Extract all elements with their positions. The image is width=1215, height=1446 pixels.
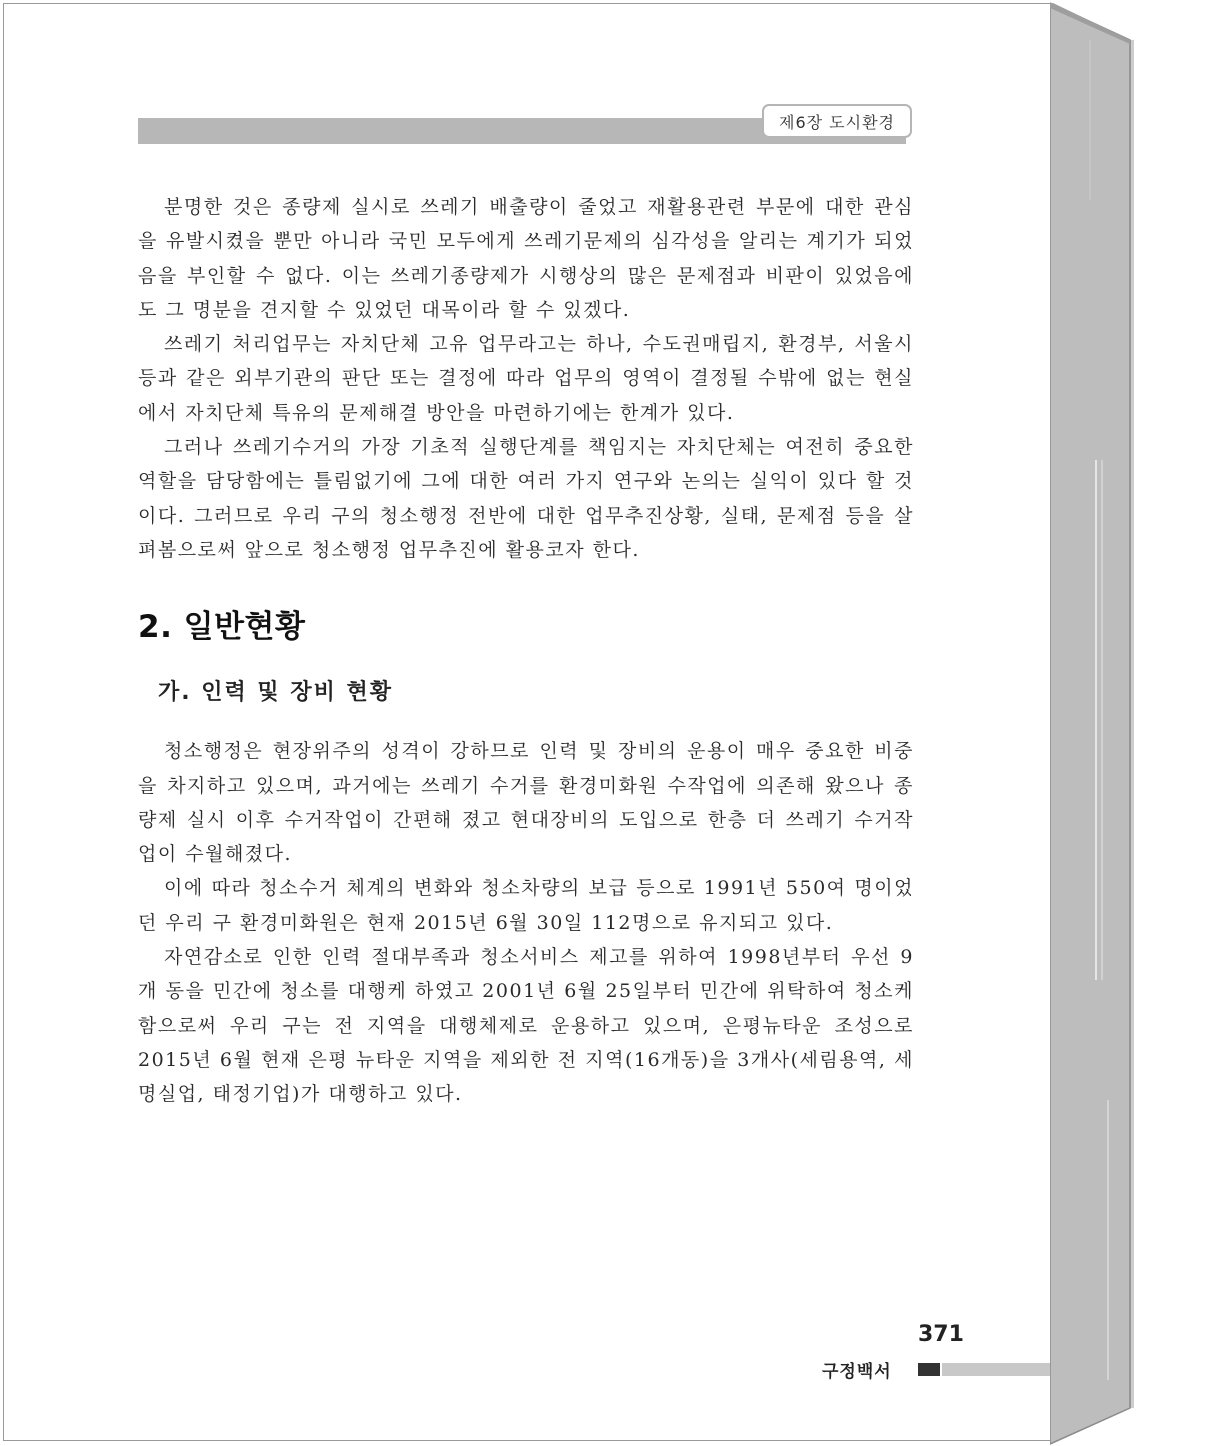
footer-bar-dark <box>918 1363 940 1376</box>
page-number: 371 <box>918 1322 964 1347</box>
paragraph: 그러나 쓰레기수거의 가장 기초적 실행단계를 책임지는 자치단체는 여전히 중요한 역할을 담당함에는 틀림없기에 그에 대한 여러 가지 연구와 논의는 실익이 있다 할 것이다. 그러므로 우리 구의 청소행정 전반에 대한 업무추진상황, 실태, 문제점 등을 살펴봄으로써 앞으로 청소행정 업무추진에 활용코자 한다. <box>138 436 914 561</box>
section-title: 2. 일반현황 <box>138 609 306 646</box>
paragraph: 자연감소로 인한 인력 절대부족과 청소서비스 제고를 위하여 1998년부터 우선 9개 동을 민간에 청소를 대행케 하였고 2001년 6월 25일부터 민간에 위탁하여 청소케 함으로써 우리 구는 전 지역을 대행체제로 운용하고 있으며, 은평뉴타운 조성으로 2015년 6월 현재 은평 뉴타운 지역을 제외한 전 지역(16개동)을 3개사(세림용역, 세명실업, 태정기업)가 대행하고 있다. <box>138 946 914 1106</box>
paragraph: 쓰레기 처리업무는 자치단체 고유 업무라고는 하나, 수도권매립지, 환경부, 서울시 등과 같은 외부기관의 판단 또는 결정에 따라 업무의 영역이 결정될 수밖에 없는 현실에서 자치단체 특유의 문제해결 방안을 마련하기에는 한계가 있다. <box>138 333 914 424</box>
chapter-label: 제6장 도시환경 <box>762 104 912 138</box>
book-edge-shading <box>1050 0 1215 1446</box>
paragraph: 이에 따라 청소수거 체계의 변화와 청소차량의 보급 등으로 1991년 550여 명이었던 우리 구 환경미화원은 현재 2015년 6월 30일 112명으로 유지되고 있다. <box>138 877 914 934</box>
book-title: 구정백서 <box>822 1362 892 1382</box>
footer-bar-light <box>942 1363 1050 1376</box>
page-content <box>138 190 914 1112</box>
subsection-title: 가. 인력 및 장비 현황 <box>158 680 394 706</box>
paragraph: 분명한 것은 종량제 실시로 쓰레기 배출량이 줄었고 재활용관련 부문에 대한 관심을 유발시켰을 뿐만 아니라 국민 모두에게 쓰레기문제의 심각성을 알리는 계기가 되었음을 부인할 수 없다. 이는 쓰레기종량제가 시행상의 많은 문제점과 비판이 있었음에도 그 명분을 견지할 수 있었던 대목이라 할 수 있겠다. <box>138 196 914 321</box>
paragraph: 청소행정은 현장위주의 성격이 강하므로 인력 및 장비의 운용이 매우 중요한 비중을 차지하고 있으며, 과거에는 쓰레기 수거를 환경미화원 수작업에 의존해 왔으나 종량제 실시 이후 수거작업이 간편해 졌고 현대장비의 도입으로 한층 더 쓰레기 수거작업이 수월해졌다. <box>138 740 914 866</box>
